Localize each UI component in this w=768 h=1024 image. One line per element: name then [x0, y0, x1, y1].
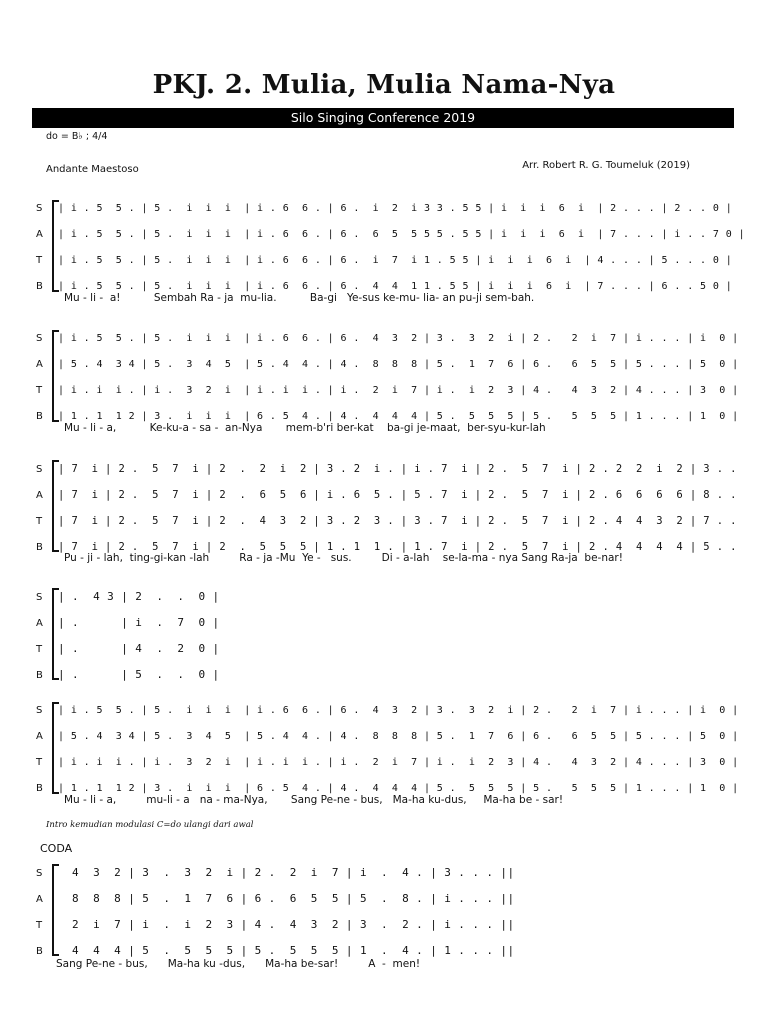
voice-row-alto [36, 892, 514, 907]
voice-label: A [36, 229, 43, 240]
voice-label: S [36, 592, 43, 603]
page-title: PKJ. 2. Mulia, Mulia Nama-Nya [152, 70, 616, 100]
lyrics-line: Mu - li - a, mu-li - a na - ma-Nya, Sang Pe-ne - bus, Ma-ha ku-dus, Ma-ha be - sar! [64, 794, 564, 806]
notes: | i . 5 5 . | 5 . i i i | i . 6 6 . | 6 . 4 3 2 | 3 . 3 2 i | 2 . 2 i 7 | i . . . | i 0 | [58, 705, 739, 716]
notes: | 7 i | 2 . 5 7 i | 2 . 6 5 6 | i . 6 5 . | 5 . 7 i | 2 . 5 7 i | 2 . 6 6 6 6 | 8 . . [58, 489, 737, 501]
voice-row-soprano [36, 462, 737, 477]
notes: 2 i 7 | i . i 2 3 | 4 . 4 3 2 | 3 . 2 . | i . . . || [58, 918, 515, 931]
voice-label: T [36, 757, 43, 768]
voice-label: B [36, 783, 43, 794]
notes: | . | 4 . 2 0 | [58, 642, 220, 655]
notes: | i . i i . | i . 3 2 i | i . i i . | i . 2 i 7 | i . i 2 3 | 4 . 4 3 2 | 4 . . . | 3 0 | [58, 757, 739, 768]
tempo-marking: Andante Maestoso [46, 164, 139, 175]
voice-label: B [36, 946, 43, 957]
notes: | 7 i | 2 . 5 7 i | 2 . 2 i 2 | 3 . 2 i . | i . 7 i | 2 . 5 7 i | 2 . 2 2 i 2 | 3 . . [58, 463, 737, 475]
voice-row-bass [36, 944, 514, 959]
notes: 8 8 8 | 5 . 1 7 6 | 6 . 6 5 5 | 5 . 8 . | i . . . || [58, 892, 515, 905]
notes: | 1 . 1 1 2 | 3 . i i i | 6 . 5 4 . | 4 . 4 4 4 | 5 . 5 5 5 | 5 . 5 5 5 | 1 . . . | 1 0 | [58, 411, 739, 422]
voice-row-alto [36, 730, 739, 744]
voice-row-tenor [36, 756, 739, 770]
voice-row-alto [36, 488, 737, 503]
key-signature: do = B♭ ; 4/4 [46, 131, 108, 142]
lyrics-line: Mu - li - a! Sembah Ra - ja mu-lia. Ba-gi Ye-sus ke-mu- lia- an pu-ji sem-bah. [64, 292, 535, 304]
notes: | i . 5 5 . | 5 . i i i | i . 6 6 . | 6 . 4 3 2 | 3 . 3 2 i | 2 . 2 i 7 | i . . . | i 0 | [58, 333, 739, 344]
notes: | i . 5 5 . | 5 . i i i | i . 6 6 . | 6 . i 2 i 3 3 . 5 5 | i i i 6 i | 2 . . . | 2 . . 0 | [58, 203, 733, 214]
voice-row-soprano [36, 202, 732, 216]
voice-label: T [36, 644, 43, 655]
voice-row-tenor [36, 514, 737, 529]
lyrics-line: Mu - li - a, Ke-ku-a - sa - an-Nya mem-b'ri ber-kat ba-gi je-maat, ber-syu-kur-lah [64, 422, 546, 434]
voice-row-soprano [36, 590, 220, 605]
voice-row-tenor [36, 918, 514, 933]
modulation-instruction: Intro kemudian modulasi C=do ulangi dari awal [46, 820, 254, 830]
voice-row-soprano [36, 332, 739, 346]
voice-row-soprano [36, 704, 739, 718]
voice-label: S [36, 203, 43, 214]
voice-label: T [36, 385, 43, 396]
voice-label: S [36, 464, 43, 475]
voice-label: B [36, 411, 43, 422]
voice-label: A [36, 490, 43, 501]
voice-label: S [36, 868, 43, 879]
voice-row-soprano [36, 866, 514, 881]
voice-label: T [36, 255, 43, 266]
voice-row-alto [36, 358, 739, 372]
notes: | i . 5 5 . | 5 . i i i | i . 6 6 . | 6 . i 7 i 1 . 5 5 | i i i 6 i | 4 . . . | 5 . . . 0 | [58, 255, 733, 266]
subtitle-bar: Silo Singing Conference 2019 [32, 108, 734, 128]
voice-label: T [36, 920, 43, 931]
notes: | . | 5 . . 0 | [58, 668, 220, 681]
voice-label: T [36, 516, 43, 527]
notes: | i . i i . | i . 3 2 i | i . i i . | i . 2 i 7 | i . i 2 3 | 4 . 4 3 2 | 4 . . . | 3 0 | [58, 385, 739, 396]
voice-label: A [36, 894, 43, 905]
lyrics-line: Pu - ji - lah, ting-gi-kan -lah Ra - ja -Mu Ye - sus. Di - a-lah se-la-ma - nya Sang Ra-ja be-nar! [64, 552, 623, 564]
notes: | i . 5 5 . | 5 . i i i | i . 6 6 . | 6 . 6 5 5 5 5 . 5 5 | i i i 6 i | 7 . . . | i . . 7 0 | [58, 229, 745, 240]
notes: | 5 . 4 3 4 | 5 . 3 4 5 | 5 . 4 4 . | 4 . 8 8 8 | 5 . 1 7 6 | 6 . 6 5 5 | 5 . . . | 5 0 | [58, 731, 739, 742]
voice-row-alto [36, 228, 745, 242]
voice-label: B [36, 281, 43, 292]
notes: | . | i . 7 0 | [58, 616, 220, 629]
voice-label: A [36, 731, 43, 742]
notes: | 7 i | 2 . 5 7 i | 2 . 5 5 5 | 1 . 1 1 . | 1 . 7 i | 2 . 5 7 i | 2 . 4 4 4 4 | 5 . . [58, 541, 737, 553]
voice-row-alto [36, 616, 220, 631]
lyrics-line: Sang Pe-ne - bus, Ma-ha ku -dus, Ma-ha be-sar! A - men! [56, 958, 421, 970]
notes: | 5 . 4 3 4 | 5 . 3 4 5 | 5 . 4 4 . | 4 . 8 8 8 | 5 . 1 7 6 | 6 . 6 5 5 | 5 . . . | 5 0 | [58, 359, 739, 370]
voice-label: A [36, 618, 43, 629]
voice-label: A [36, 359, 43, 370]
notes: | 1 . 1 1 2 | 3 . i i i | 6 . 5 4 . | 4 . 4 4 4 | 5 . 5 5 5 | 5 . 5 5 5 | 1 . . . | 1 0 | [58, 783, 739, 794]
voice-label: B [36, 670, 43, 681]
voice-label: B [36, 542, 43, 553]
arranger-credit: Arr. Robert R. G. Toumeluk (2019) [522, 160, 690, 171]
notes: | . 4 3 | 2 . . 0 | [58, 590, 220, 603]
voice-row-tenor [36, 254, 732, 268]
voice-row-bass [36, 668, 220, 683]
notes: 4 4 4 | 5 . 5 5 5 | 5 . 5 5 5 | 1 . 4 . | 1 . . . || [58, 944, 515, 957]
voice-label: S [36, 705, 43, 716]
voice-label: S [36, 333, 43, 344]
notes: | 7 i | 2 . 5 7 i | 2 . 4 3 2 | 3 . 2 3 . | 3 . 7 i | 2 . 5 7 i | 2 . 4 4 3 2 | 7 . . [58, 515, 737, 527]
notes: | i . 5 5 . | 5 . i i i | i . 6 6 . | 6 . 4 4 1 1 . 5 5 | i i i 6 i | 7 . . . | 6 . . 5 0 | [58, 281, 733, 292]
coda-label: CODA [40, 842, 73, 855]
voice-row-tenor [36, 384, 739, 398]
voice-row-tenor [36, 642, 220, 657]
notes: 4 3 2 | 3 . 3 2 i | 2 . 2 i 7 | i . 4 . | 3 . . . || [58, 866, 515, 879]
